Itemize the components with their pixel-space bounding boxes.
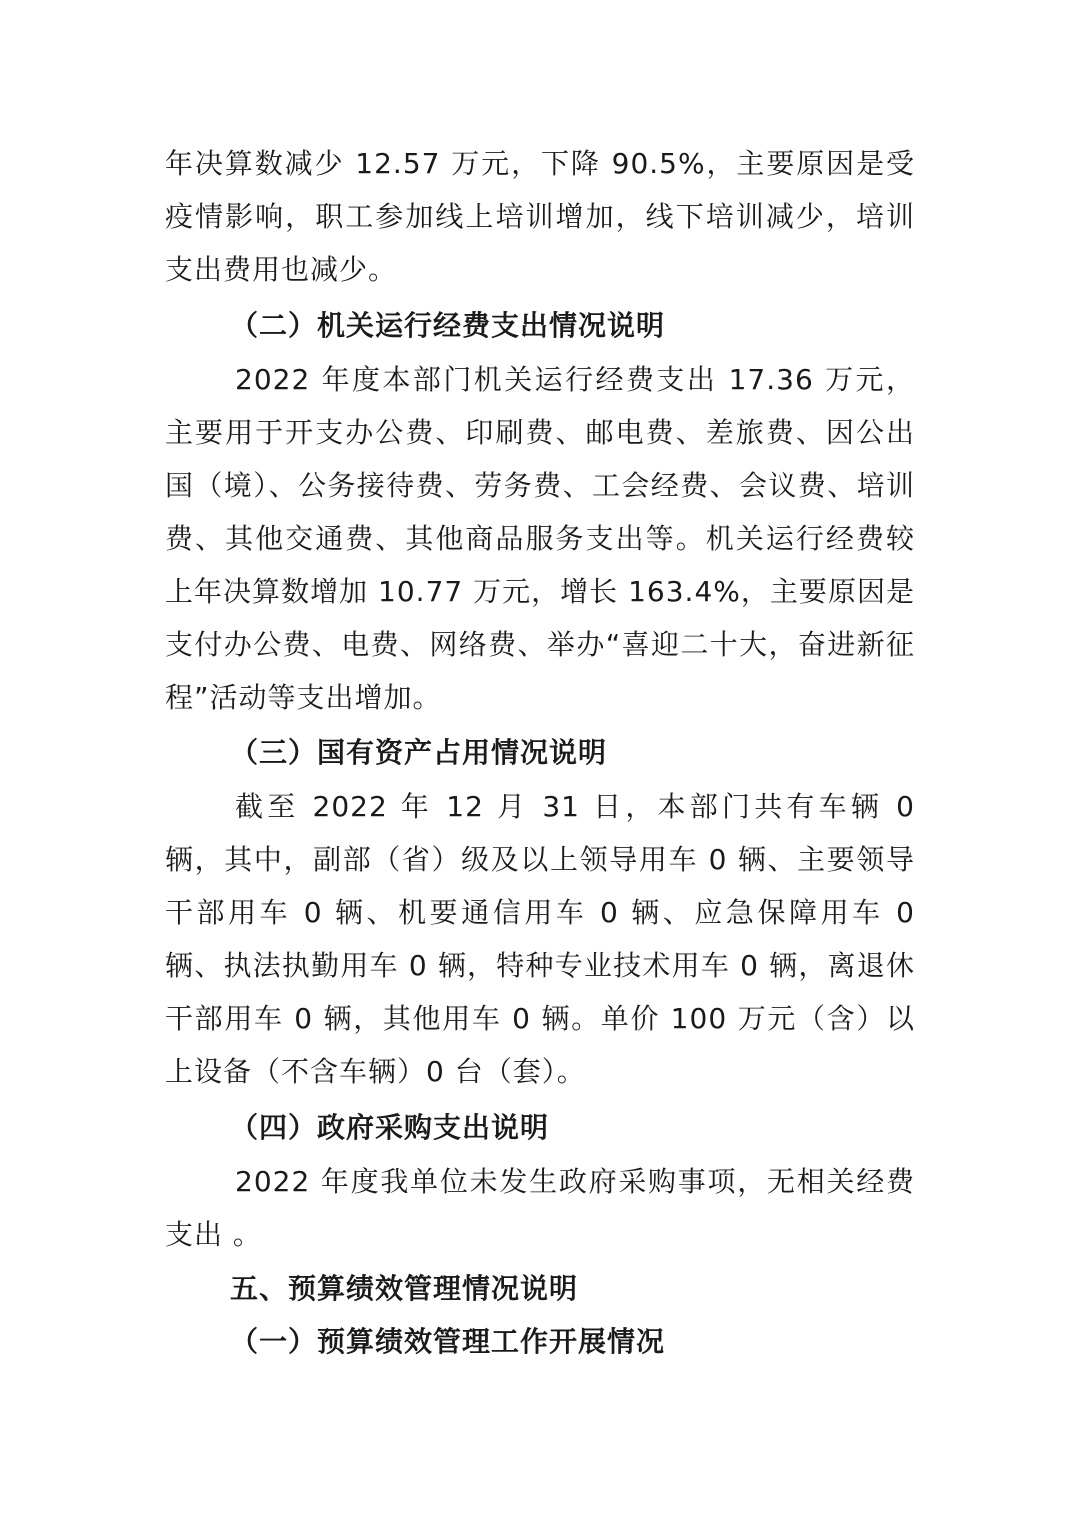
paragraph-state-assets: 截至 2022 年 12 月 31 日，本部门共有车辆 0 辆，其中，副部（省）级及以上领导用车 0 辆、主要领导干部用车 0 辆、机要通信用车 0 辆、应急保障用车 0 辆、执法执勤用车 0 辆，特种专业技术用车 0 辆，离退休干部用车 0 辆，其他用车 0 辆。单价 100 万元（含）以上设备（不含车辆）0 台（套）。 [165,790,915,1088]
heading-performance-management: 五、预算绩效管理情况说明 [230,1272,579,1305]
heading-operating-expenses: （二）机关运行经费支出情况说明 [230,309,666,342]
paragraph-operating-expenses: 2022 年度本部门机关运行经费支出 17.36 万元，主要用于开支办公费、印刷费、邮电费、差旅费、因公出国（境）、公务接待费、劳务费、工会经费、会议费、培训费、其他交通费、其他商品服务支出等。机关运行经费较上年决算数增加 10.77 万元，增长 163.4%，主要原因是支付办公费、电费、网络费、举办“喜迎二十大，奋进新征程”活动等支出增加。 [165,363,915,714]
heading-performance-work: （一）预算绩效管理工作开展情况 [230,1325,666,1358]
paragraph-training-expense-summary: 年决算数减少 12.57 万元，下降 90.5%，主要原因是受疫情影响，职工参加线上培训增加，线下培训减少，培训支出费用也减少。 [165,147,915,286]
paragraph-government-procurement: 2022 年度我单位未发生政府采购事项，无相关经费支出 。 [165,1165,915,1251]
heading-government-procurement: （四）政府采购支出说明 [230,1111,550,1144]
heading-state-assets: （三）国有资产占用情况说明 [230,736,608,769]
document-page [165,0,915,1520]
